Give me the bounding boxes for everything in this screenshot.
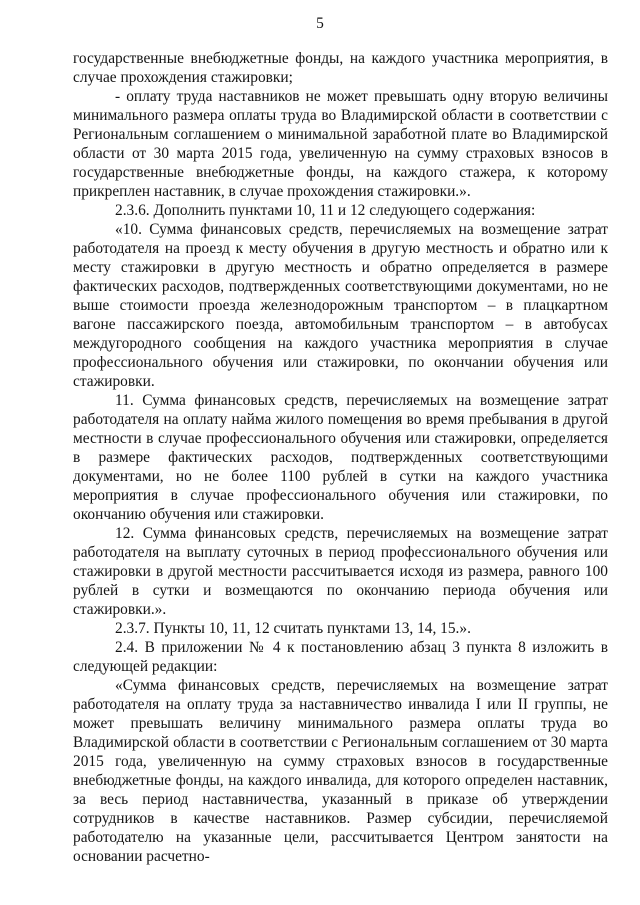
paragraph-item-11: 11. Сумма финансовых средств, перечисляемых на возмещение затрат работодателя на оплату найма жилого помещения во время пребывания в другой местности в случае профессионального обучения или стажировки, определяется в размере фактических расходов, подтвержденных соответствующими документами, но не более 1100 рублей в сутки на каждого участника мероприятия в случае профессионального обучения или стажировки, по окончанию обучения или стажировки. (73, 392, 608, 523)
paragraph-mentor-pay: - оплату труда наставников не может превышать одну вторую величины минимального размера оплаты труда во Владимирской области в соответствии с Региональным соглашением о минимальной заработной плате во Владимирской области от 30 марта 2015 года, увеличенную на сумму страховых взносов в государственные внебюджетные фонды, на каждого стажера, к которому прикреплен наставник, в случае прохождения стажировки.». (73, 88, 608, 200)
paragraph-2-3-7: 2.3.7. Пункты 10, 11, 12 считать пунктами 13, 14, 15.». (115, 620, 471, 637)
page-number: 5 (316, 15, 324, 32)
paragraph-item-12: 12. Сумма финансовых средств, перечисляемых на возмещение затрат работодателя на выплату суточных в период профессионального обучения или стажировки в другой местности рассчитывается исходя из размера, равного 100 рублей в сутки и возмещаются по окончанию периода обучения или стажировки.». (73, 525, 608, 618)
paragraph-2-4: 2.4. В приложении № 4 к постановлению абзац 3 пункта 8 изложить в следующей редакции: (73, 639, 608, 675)
paragraph-appendix-4: «Сумма финансовых средств, перечисляемых на возмещение затрат работодателя на оплату труда за наставничество инвалида I или II группы, не может превышать величину минимального размера оплаты труда во Владимирской области в соответствии с Региональным соглашением от 30 марта 2015 года, увеличенную на сумму страховых взносов в государственные внебюджетные фонды, на каждого инвалида, для которого определен наставник, за весь период наставничества, указанный в приказе об утверждении сотрудников в качестве наставников. Размер субсидии, перечисляемой работодателю на указанные цели, рассчитывается Центром занятости на основании расчетно- (73, 677, 608, 865)
paragraph-2-3-6: 2.3.6. Дополнить пунктами 10, 11 и 12 следующего содержания: (115, 202, 536, 219)
paragraph-continuation: государственные внебюджетные фонды, на каждого участника мероприятия, в случае прохождения стажировки; (73, 50, 608, 86)
document-body (73, 49, 608, 866)
paragraph-item-10: «10. Сумма финансовых средств, перечисляемых на возмещение затрат работодателя на проезд к месту обучения в другую местность и обратно или к месту стажировки в другую местность и обратно определяется в размере фактических расходов, подтвержденных соответствующими документами, но не выше стоимости проезда железнодорожным транспортом – в плацкартном вагоне пассажирского поезда, автомобильным транспортом – в автобусах междугородного сообщения на каждого участника мероприятия в случае профессионального обучения или стажировки, по окончании обучения или стажировки. (73, 221, 608, 390)
